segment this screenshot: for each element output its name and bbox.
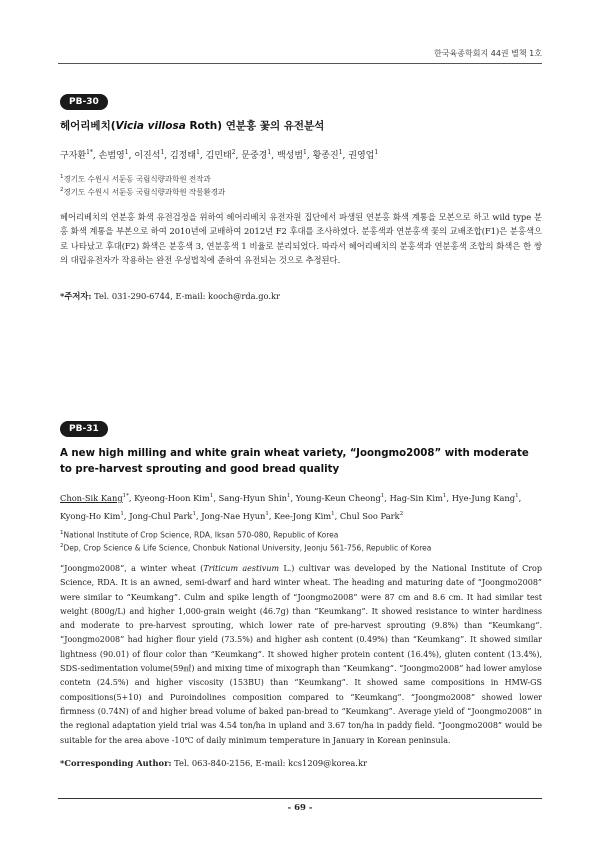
author <box>206 151 236 161</box>
affiliation-text: National Institute of Crop Science, RDA, Iksan 570-080, Republic of Korea <box>63 530 339 540</box>
author-name: Chon-Sik Kang <box>60 492 123 503</box>
affiliation <box>60 172 225 185</box>
abstract-id-badge-pb31: PB-31 <box>60 421 108 437</box>
journal-header: 한국육종학회지 44권 별책 1호 <box>434 49 542 58</box>
author-name: Jong-Nae Hyun <box>201 510 266 521</box>
author-name: 구자환 <box>60 151 87 161</box>
author-name: 권영업 <box>348 151 375 161</box>
affiliation-text: Dep, Crop Science & Life Science, Chonbuk National University, Jeonju 561-756, Republic of Korea <box>63 543 432 552</box>
author-name: 백성범 <box>276 151 304 161</box>
author-affiliation-mark: 1 <box>374 149 379 156</box>
affiliation <box>60 528 431 541</box>
contact-info-pb31 <box>60 758 367 768</box>
footer-rule <box>58 798 542 799</box>
author <box>348 151 378 161</box>
author-name: Sang-Hyun Shin <box>218 492 287 503</box>
author <box>313 151 343 161</box>
abstract-text-pb31 <box>60 562 542 748</box>
author-affiliation-mark: 1 <box>515 493 519 499</box>
body-species: Triticum aestivum <box>203 564 280 573</box>
author <box>60 151 93 161</box>
author-affiliation-mark: 1 <box>120 510 124 517</box>
author <box>274 511 334 521</box>
author-affiliation-mark: 1 <box>192 510 196 517</box>
author <box>170 151 200 161</box>
author-affiliation-mark: 1 <box>303 149 307 156</box>
author-name: 황종진 <box>312 151 339 161</box>
author-affiliation-mark: 1 <box>124 149 129 156</box>
abstract-text-pb30: 헤어리베치의 연분홍 화색 유전검정을 위하여 헤어리베치 유전자원 집단에서 파생된 연분홍 화색 계통을 모본으로 하고 wild type 분홍 화색 계통을 부본으로 하여 2010년에 교배하여 2012년 F2 후대를 조사하였다. 분홍색과 연분홍색 꽃의 교배조합(F1)은 분홍색으로 나타났고 후대(F2) 화색은 분홍색 3, 연분홍색 1 비율로 분리되었다. 따라서 헤어리베치의 분홍색과 연분홍색 조합의 화색은 한 쌍의 대립유전자가 작용하는 완전 우성법칙에 준하여 유전되는 것으로 추정된다. <box>60 212 542 265</box>
author-name: 김민태 <box>205 151 232 161</box>
author-affiliation-mark: 1* <box>122 493 129 499</box>
author-name: Kyeong-Hoon Kim <box>134 492 210 503</box>
body-rest: L.) cultivar was developed by the National Institute of Crop Science, RDA. It is an awned, semi-dwarf and hard winter wheat. The heading and maturing date of “Joongmo2008” were similar to “Keumkang”. Culm and spike length of “Joongmo2008” were 87 cm and 8.6 cm. It had similar test weight (800g/L) and higher 1,000-grain weight (46.7g) than “Keumkang”. It showed resistance to winter hardiness and moderate to pre-harvest sprouting, which lower rate of pre-harvest sprouting (9.8%) than “Keumkang”. “Joongmo2008” had higher flour yield (73.5%) and higher ash content (0.49%) than “Keumkang”. It showed similar lightness (90.01) of flour color than “Keumkang”. It showed higher protein content (16.4%), gluten content (13.4%), SDS-sedimentation volume(59㎖) and mixing time of mixograph than “Keumkang”. “Joongmo2008” had lower amylose contetn (24.5%) and higher viscosity (153BU) than “Keumkang”. It showed same compositions in HMW-GS compositions(5+10) and Puroindolines composition compared to “Keumkang”. “Joongmo2008” showed lower firmness (0.74N) of and higher bread volume of baked pan-bread to “Keumkang”. Average yield of “Joongmo2008” in the regional adaptation yield trial was 4.54 ton/ha in upland and 3.67 ton/ha in paddy field. “Joongmo2008” would be suitable for the area above -10℃ of daily minimum temperature in January in Korean peninsula. <box>60 564 542 745</box>
author <box>296 493 385 503</box>
author <box>219 493 291 503</box>
title-suffix: Roth) 연분홍 꽃의 유전분석 <box>185 120 325 132</box>
title-prefix: 헤어리베치( <box>60 120 116 132</box>
author-name: Kyong-Ho Kim <box>60 510 121 521</box>
affiliation-list-pb31 <box>60 528 431 553</box>
affiliation-mark: 1 <box>60 174 64 180</box>
author-affiliation-mark: 1 <box>442 493 447 499</box>
author <box>201 511 269 521</box>
title-species: Vicia villosa <box>115 120 186 132</box>
author <box>277 151 307 161</box>
affiliation-mark: 2 <box>60 542 64 549</box>
author-name: 김정태 <box>169 151 197 161</box>
author <box>60 493 129 503</box>
author-name: 이진석 <box>134 151 161 161</box>
author <box>241 151 271 161</box>
author-affiliation-mark: 1 <box>209 493 214 499</box>
contact-label: *Corresponding Author: <box>60 758 172 768</box>
contact-label: *주저자: <box>60 291 92 301</box>
author-affiliation-mark: 2 <box>231 149 236 156</box>
author-name: 문중경 <box>241 151 268 161</box>
affiliation-text: 경기도 수원시 서둔동 국립식량과학원 전작과 <box>63 174 211 184</box>
abstract-id-badge-pb30: PB-30 <box>60 94 108 110</box>
author-affiliation-mark: 1 <box>380 493 385 499</box>
author <box>390 493 447 503</box>
affiliation <box>60 185 225 198</box>
author-affiliation-mark: 2 <box>399 510 404 517</box>
body-prefix: “Joongmo2008”, a winter wheat ( <box>60 564 204 573</box>
affiliation-text: 경기도 수원시 서둔동 국립식량과학원 작물환경과 <box>63 187 226 196</box>
affiliation-mark: 1 <box>60 530 64 536</box>
author-affiliation-mark: 1 <box>196 149 200 156</box>
header-rule <box>58 63 542 64</box>
author-name: 손범영 <box>98 151 125 161</box>
author <box>129 511 196 521</box>
affiliation-list-pb30 <box>60 172 225 197</box>
author-name: Chul Soo Park <box>339 510 400 521</box>
contact-info-pb30 <box>60 290 280 302</box>
contact-detail: Tel. 031-290-6744, E-mail: kooch@rda.go.kr <box>91 291 281 301</box>
author-affiliation-mark: 1 <box>286 493 291 499</box>
author <box>134 493 213 503</box>
author <box>99 151 129 161</box>
author-name: Hye-Jung Kang <box>451 492 516 503</box>
author-name: Young-Keun Cheong <box>295 492 381 503</box>
author-name: Kee-Jong Kim <box>274 510 332 521</box>
contact-detail: Tel. 063-840-2156, E-mail: kcs1209@korea.kr <box>171 758 367 768</box>
author <box>60 511 124 521</box>
author-affiliation-mark: 1 <box>338 149 343 156</box>
affiliation <box>60 541 431 554</box>
author-affiliation-mark: 1 <box>331 510 335 517</box>
author-affiliation-mark: 1 <box>265 510 269 517</box>
author <box>452 493 519 503</box>
author-affiliation-mark: 1 <box>160 149 165 156</box>
author-name: Jong-Chul Park <box>129 510 193 521</box>
author-affiliation-mark: 1 <box>267 149 272 156</box>
abstract-title-pb31: A new high milling and white grain wheat variety, “Joongmo2008” with moderate to pre-harvest sprouting and good bread quality <box>60 448 529 475</box>
author-name: Hag-Sin Kim <box>389 492 443 503</box>
author <box>134 151 164 161</box>
author-list-pb31: Chon-Sik Kang$^{1*}$, Kyeong-Hoon Kim$^1$, Sang-Hyun Shin$^1$, Young-Keun Cheong$^1$, Hag-Sin Kim$^1$, Hye-Jung Kang$^1$, Kyong-Ho Kim$^1$, Jong-Chul Park$^1$, Jong-Nae Hyun$^1$, Kee-Jong Kim$^1$, Chul Soo Park$^2$ <box>60 492 522 521</box>
author <box>340 511 403 521</box>
abstract-title-pb30 <box>60 118 324 133</box>
affiliation-mark: 2 <box>60 186 64 193</box>
author-list-pb30: 구자환$^{1*}$, 손범영$^1$, 이진석$^1$, 김정태$^1$, 김민태$^2$, 문중경$^1$, 백성범$^1$, 황종진$^1$, 권영업$^1$ <box>60 149 379 161</box>
page-number: - 69 - <box>287 803 313 813</box>
author-affiliation-mark: 1* <box>86 149 93 156</box>
